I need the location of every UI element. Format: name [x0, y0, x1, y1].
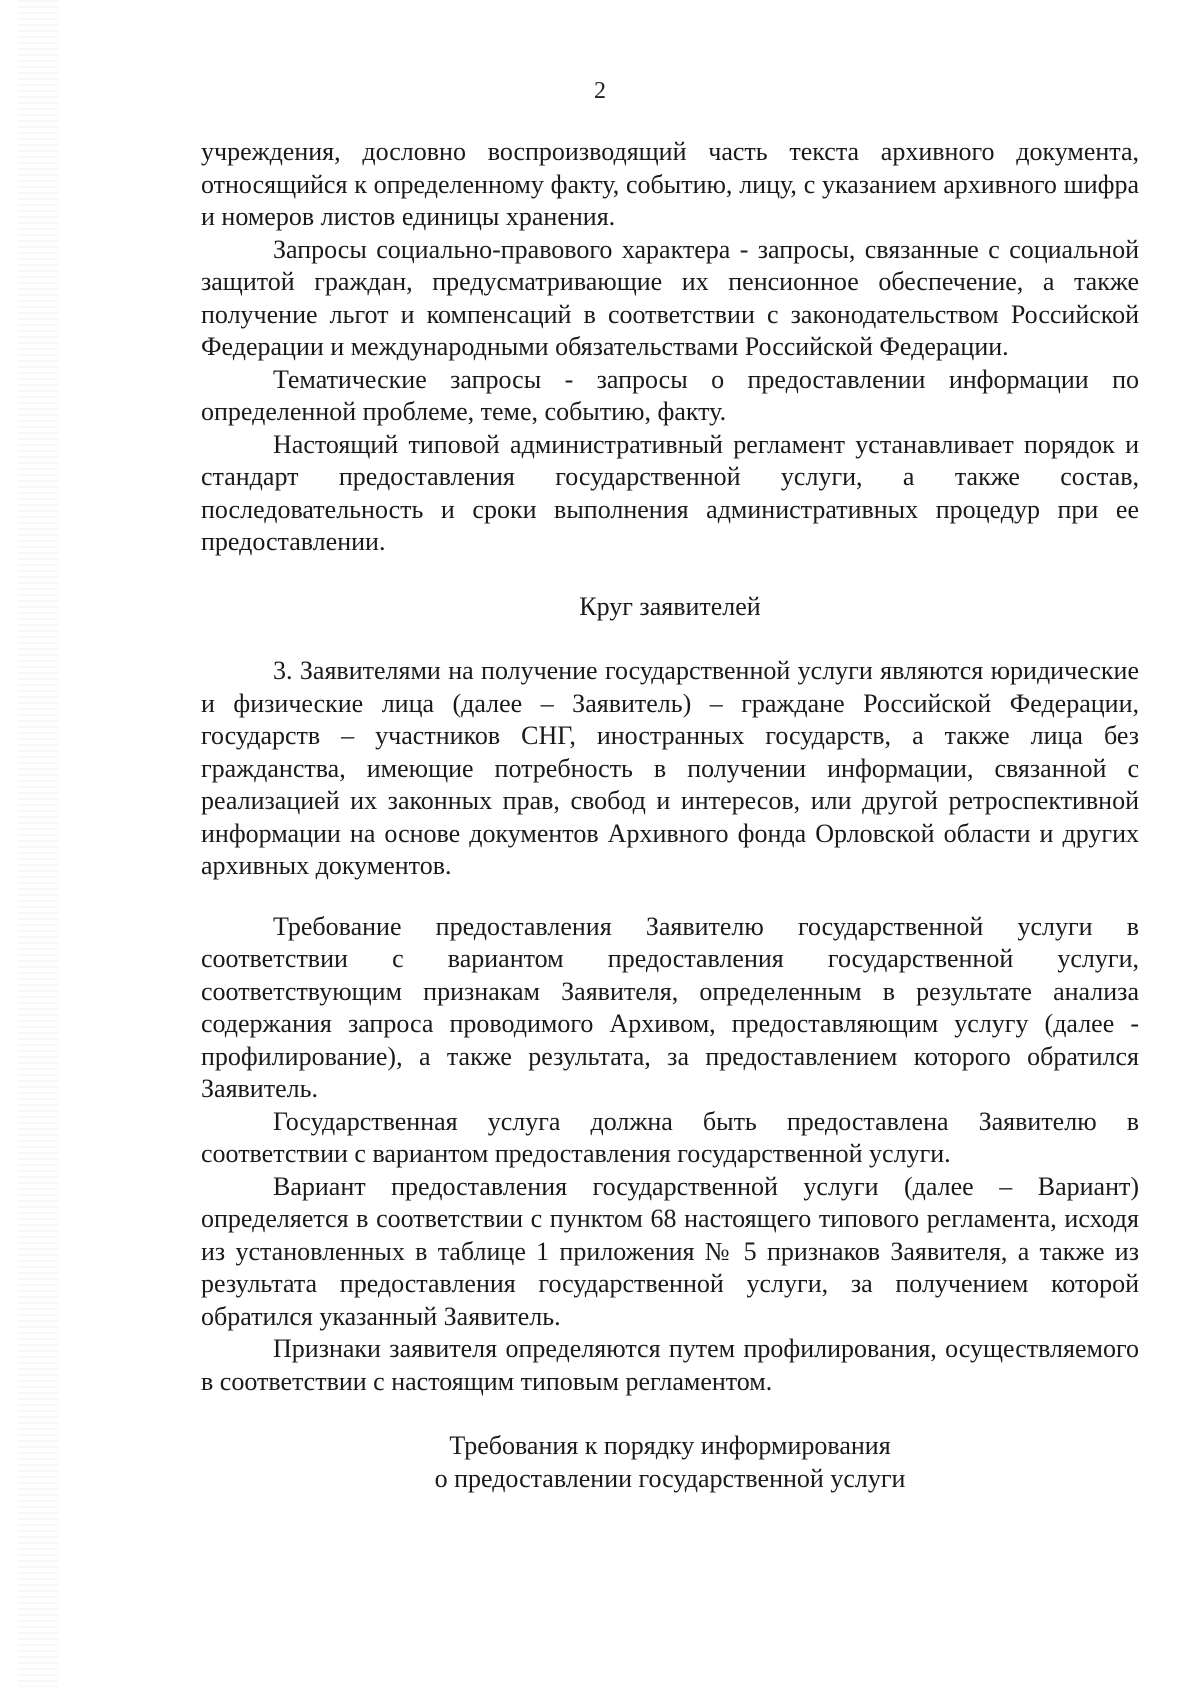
scan-edge-texture: [18, 0, 58, 1687]
paragraph-continued: учреждения, дословно воспроизводящий часть текста архивного документа, относящийся к определенному факту, событию, лицу, с указанием архивного шифра и номеров листов единицы хранения.: [201, 137, 1139, 231]
paragraph-applicant-signs: Признаки заявителя определяются путем профилирования, осуществляемого в соответствии с настоящим типовым регламентом.: [201, 1334, 1139, 1396]
section-heading-applicants: [201, 591, 1139, 624]
paragraph-requirement: Требование предоставления Заявителю государственной услуги в соответствии с вариантом предоставления государственной услуги, соответствующим признакам Заявителя, определенным в результате анализа содержания запроса проводимого Архивом, предоставляющим услугу (далее - профилирование), а также результата, за предоставлением которого обратился Заявитель.: [201, 911, 1139, 1103]
paragraph-social-legal-requests: Запросы социально-правового характера - запросы, связанные с социальной защитой граждан, предусматривающие их пенсионное обеспечение, а также получение льгот и компенсаций в соответствии с законодательством Российской Федерации и международными обязательствами Российской Федерации.: [201, 234, 1139, 361]
paragraph-item-3-applicants: 3. Заявителями на получение государственной услуги являются юридические и физические лица (далее – Заявитель) – граждане Российской Федерации, государств – участников СНГ, иностранных государств, а также лица без гражданства, имеющие потребность в получении информации, связанной с реализацией их законных прав, свобод и интересов, или другой ретроспективной информации на основе документов Архивного фонда Орловской области и других архивных документов.: [201, 656, 1139, 880]
heading-line: о предоставлении государственной услуги: [434, 1463, 906, 1493]
section-heading-informing: [201, 1430, 1139, 1495]
page-number: 2: [594, 78, 606, 104]
paragraph-state-service: Государственная услуга должна быть предоставлена Заявителю в соответствии с вариантом предоставления государственной услуги.: [201, 1106, 1139, 1168]
document-body: [201, 136, 1139, 1495]
paragraph-regulation-scope: Настоящий типовой административный регламент устанавливает порядок и стандарт предоставления государственной услуги, а также состав, последовательность и сроки выполнения административных процедур при ее предоставлении.: [201, 429, 1139, 556]
paragraph-variant: Вариант предоставления государственной услуги (далее – Вариант) определяется в соответствии с пунктом 68 настоящего типового регламента, исходя из установленных в таблице 1 приложения № 5 признаков Заявителя, а также из результата предоставления государственной услуги, за получением которой обратился указанный Заявитель.: [201, 1171, 1139, 1331]
heading-line: Круг заявителей: [579, 591, 761, 621]
paragraph-thematic-requests: Тематические запросы - запросы о предоставлении информации по определенной проблеме, теме, событию, факту.: [201, 364, 1139, 426]
heading-line: Требования к порядку информирования: [449, 1431, 891, 1460]
